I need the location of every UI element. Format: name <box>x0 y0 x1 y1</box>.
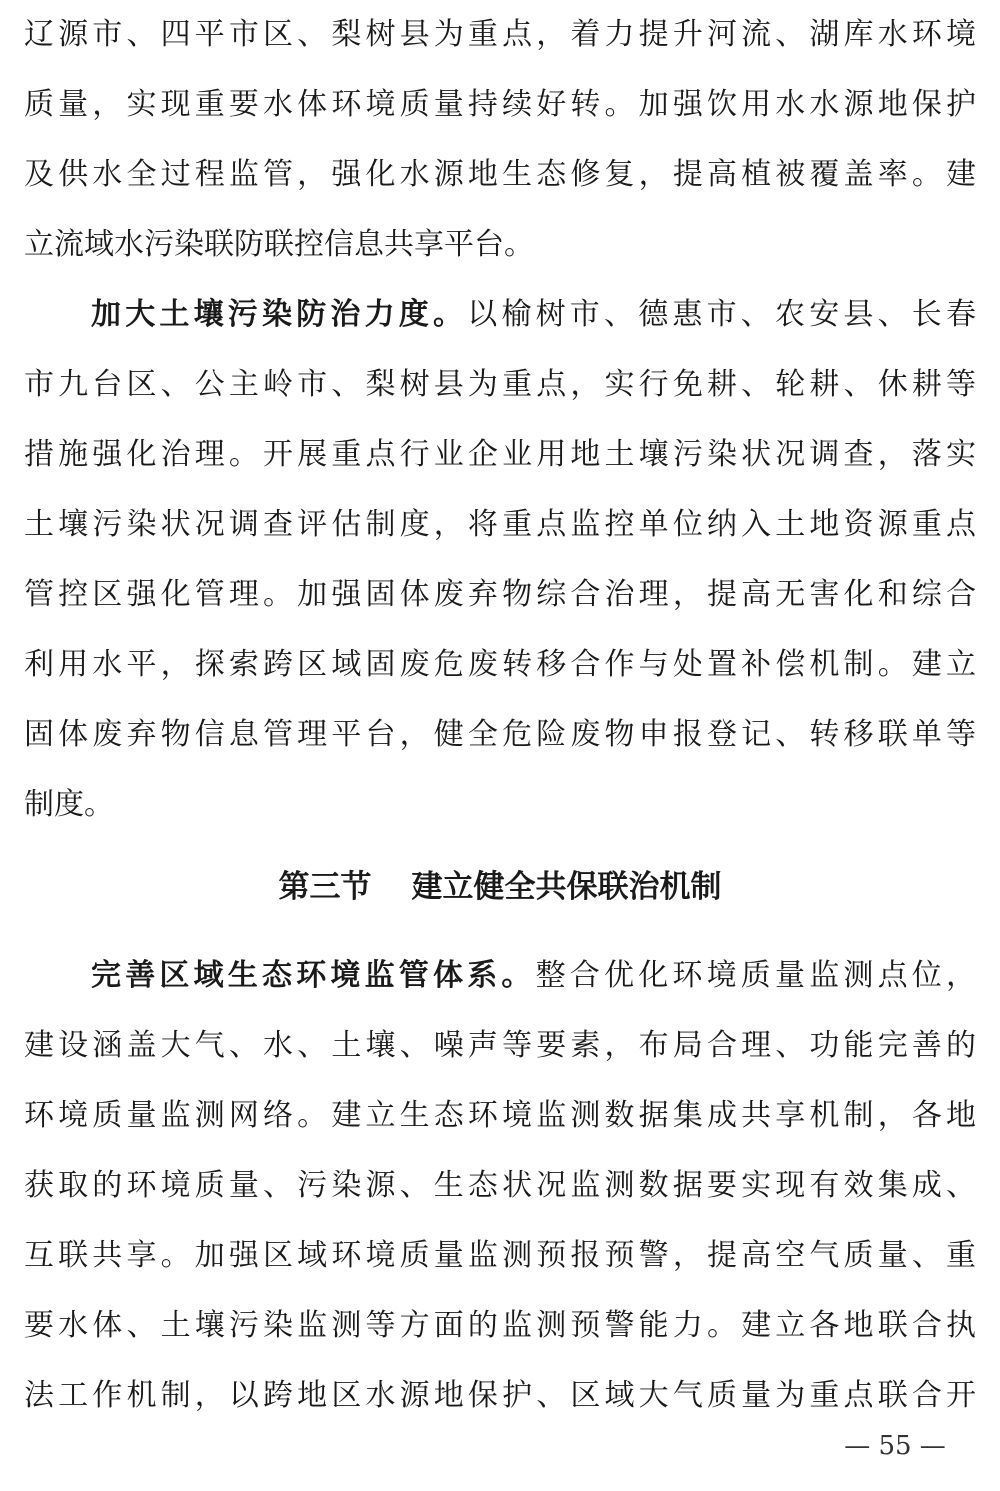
paragraph-2-line-3: 措施强化治理。开展重点行业企业用地土壤污染状况调查，落实 <box>24 437 976 472</box>
paragraph-1-line-2: 质量，实现重要水体环境质量持续好转。加强饮用水水源地保护 <box>24 87 976 122</box>
section-title: 建立健全共保联治机制 <box>411 869 722 905</box>
paragraph-2-line-1 <box>91 292 976 338</box>
paragraph-2-line-5: 管控区强化管理。加强固体废弃物综合治理，提高无害化和综合 <box>24 577 976 612</box>
paragraph-3-line-1 <box>91 953 976 999</box>
paragraph-2-line-8: 制度。 <box>24 787 114 822</box>
paragraph-3-line-6: 要水体、土壤污染监测等方面的监测预警能力。建立各地联合执 <box>24 1308 976 1343</box>
paragraph-3-line-7: 法工作机制，以跨地区水源地保护、区域大气质量为重点联合开 <box>24 1378 976 1413</box>
paragraph-3-line-1-text: 整合优化环境质量监测点位， <box>535 958 977 993</box>
page-number: — 55 — <box>844 1431 946 1461</box>
section-number: 第三节 <box>278 869 372 905</box>
paragraph-3-line-2: 建设涵盖大气、水、土壤、噪声等要素，布局合理、功能完善的 <box>24 1028 976 1063</box>
paragraph-1-line-3: 及供水全过程监管，强化水源地生态修复，提高植被覆盖率。建 <box>24 157 976 192</box>
paragraph-2-line-4: 土壤污染状况调查评估制度，将重点监控单位纳入土地资源重点 <box>24 507 976 542</box>
paragraph-2-line-7: 固体废弃物信息管理平台，健全危险废物申报登记、转移联单等 <box>24 717 976 752</box>
paragraph-2-heading: 加大土壤污染防治力度。 <box>91 297 468 332</box>
paragraph-2-line-1-text: 以榆树市、德惠市、农安县、长春 <box>467 297 977 332</box>
paragraph-3-line-5: 互联共享。加强区域环境质量监测预报预警，提高空气质量、重 <box>24 1238 976 1273</box>
paragraph-3-line-3: 环境质量监测网络。建立生态环境监测数据集成共享机制，各地 <box>24 1098 976 1133</box>
paragraph-3-line-4: 获取的环境质量、污染源、生态状况监测数据要实现有效集成、 <box>24 1168 976 1203</box>
paragraph-1-line-1: 辽源市、四平市区、梨树县为重点，着力提升河流、湖库水环境 <box>24 17 976 52</box>
paragraph-1-line-4: 立流域水污染联防联控信息共享平台。 <box>24 227 534 262</box>
paragraph-2-line-6: 利用水平，探索跨区域固废危废转移合作与处置补偿机制。建立 <box>24 647 976 682</box>
paragraph-2-line-2: 市九台区、公主岭市、梨树县为重点，实行免耕、轮耕、休耕等 <box>24 367 976 402</box>
section-heading <box>0 862 1000 912</box>
paragraph-3-heading: 完善区域生态环境监管体系。 <box>91 958 536 993</box>
